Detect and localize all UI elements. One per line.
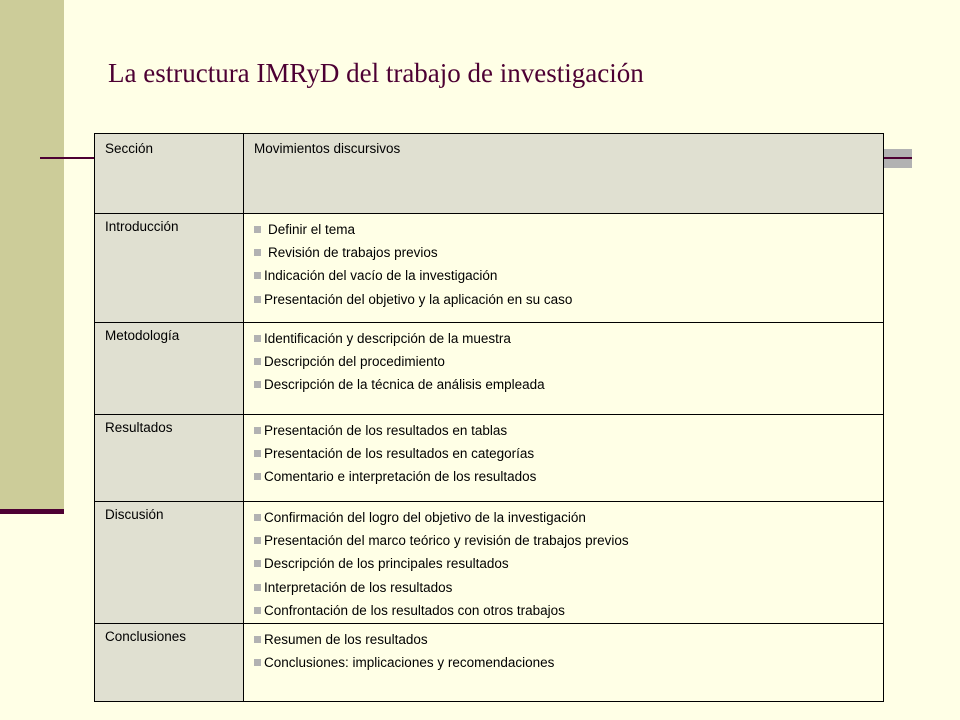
table-row bbox=[95, 502, 884, 624]
moves-cell bbox=[244, 415, 884, 502]
list-item: Conclusiones: implicaciones y recomendaciones bbox=[254, 651, 883, 674]
left-accent-rule bbox=[0, 509, 64, 514]
list-item: Definir el tema bbox=[254, 218, 883, 241]
table-row bbox=[95, 323, 884, 415]
header-cell-moves: Movimientos discursivos bbox=[244, 134, 884, 214]
list-item: Resumen de los resultados bbox=[254, 628, 883, 651]
moves-list bbox=[254, 628, 883, 674]
moves-list bbox=[254, 327, 883, 397]
section-cell: Introducción bbox=[95, 214, 244, 323]
moves-list bbox=[254, 218, 883, 311]
section-cell: Discusión bbox=[95, 502, 244, 624]
moves-list bbox=[254, 506, 883, 622]
table-header-row bbox=[95, 134, 884, 214]
list-item: Indicación del vacío de la investigación bbox=[254, 264, 883, 287]
moves-list bbox=[254, 419, 883, 489]
moves-cell bbox=[244, 624, 884, 702]
moves-cell bbox=[244, 214, 884, 323]
moves-cell bbox=[244, 323, 884, 415]
moves-cell bbox=[244, 502, 884, 624]
list-item: Revisión de trabajos previos bbox=[254, 241, 883, 264]
title-rule-left bbox=[40, 157, 94, 159]
table-row bbox=[95, 415, 884, 502]
left-accent-bar bbox=[0, 0, 64, 512]
section-cell: Metodología bbox=[95, 323, 244, 415]
list-item: Interpretación de los resultados bbox=[254, 576, 883, 599]
title-rule-right bbox=[881, 157, 912, 159]
list-item: Confrontación de los resultados con otros trabajos bbox=[254, 599, 883, 622]
list-item: Presentación del marco teórico y revisión de trabajos previos bbox=[254, 529, 883, 552]
list-item: Presentación de los resultados en categorías bbox=[254, 442, 883, 465]
table-row bbox=[95, 624, 884, 702]
list-item: Descripción del procedimiento bbox=[254, 350, 883, 373]
section-cell: Conclusiones bbox=[95, 624, 244, 702]
list-item: Comentario e interpretación de los resultados bbox=[254, 465, 883, 488]
section-cell: Resultados bbox=[95, 415, 244, 502]
list-item: Identificación y descripción de la muestra bbox=[254, 327, 883, 350]
table-row bbox=[95, 214, 884, 323]
slide-title: La estructura IMRyD del trabajo de investigación bbox=[108, 58, 644, 88]
list-item: Presentación del objetivo y la aplicación en su caso bbox=[254, 288, 883, 311]
header-cell-section: Sección bbox=[95, 134, 244, 214]
list-item: Descripción de la técnica de análisis empleada bbox=[254, 373, 883, 396]
list-item: Descripción de los principales resultados bbox=[254, 552, 883, 575]
imryd-table bbox=[94, 133, 884, 702]
list-item: Confirmación del logro del objetivo de la investigación bbox=[254, 506, 883, 529]
list-item: Presentación de los resultados en tablas bbox=[254, 419, 883, 442]
